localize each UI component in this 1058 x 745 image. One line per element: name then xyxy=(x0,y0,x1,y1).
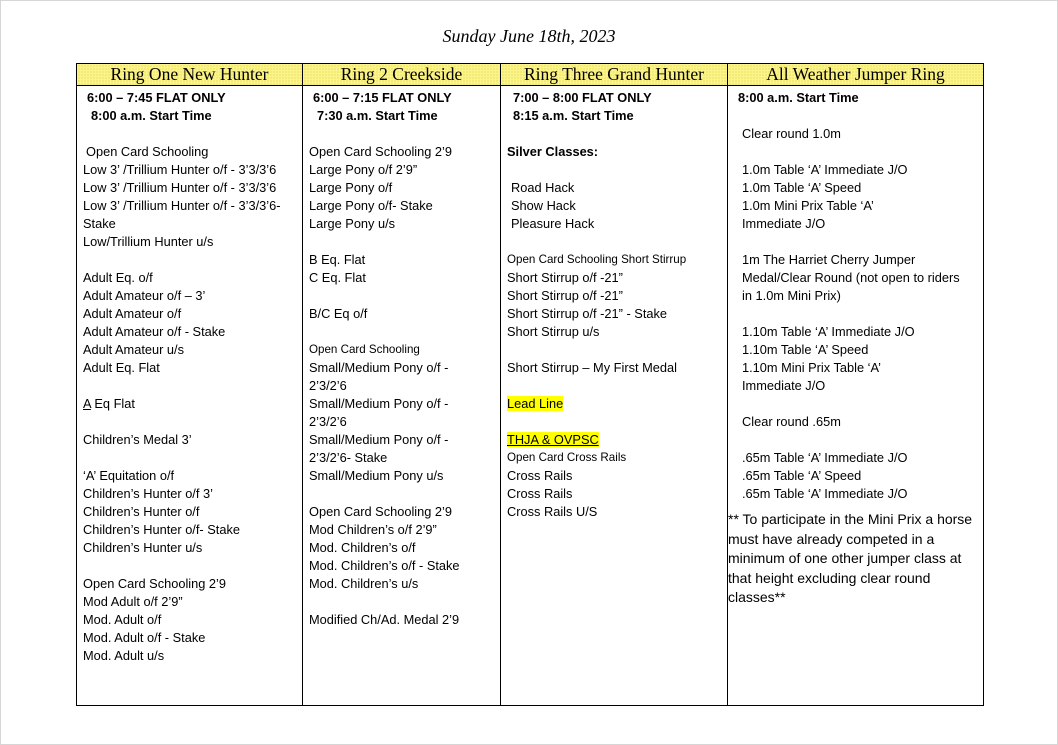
jumper-ring-schedule xyxy=(728,86,983,503)
class-entry xyxy=(83,287,300,305)
schedule-table xyxy=(76,63,984,706)
entry-text: Children’s Medal 3’ xyxy=(83,432,192,447)
entry-text: Short Stirrup o/f -21” xyxy=(507,270,623,285)
class-entry xyxy=(83,143,300,161)
class-entry xyxy=(309,413,498,431)
class-entry xyxy=(309,89,498,107)
class-entry xyxy=(83,485,300,503)
class-entry xyxy=(309,197,498,215)
entry-text: Low 3’ /Trillium Hunter o/f - 3’3/3’6 xyxy=(83,180,277,195)
entry-text: ‘A’ Equitation o/f xyxy=(83,468,175,483)
entry-text: Open Card Schooling xyxy=(86,144,209,159)
class-entry xyxy=(734,197,981,215)
spacer xyxy=(83,557,300,575)
spacer xyxy=(734,107,981,125)
entry-text: Mod. Children’s o/f - Stake xyxy=(309,558,460,573)
entry-text: Mod Adult o/f 2’9” xyxy=(83,594,183,609)
mini-prix-note: ** To participate in the Mini Prix a horse must have already competed in a minimum of one other jumper class at that height excluding clear round classes** xyxy=(728,511,973,605)
class-entry xyxy=(83,323,300,341)
class-entry xyxy=(83,611,300,629)
class-entry xyxy=(83,197,300,215)
jumper-ring-header: All Weather Jumper Ring xyxy=(728,64,984,86)
entry-text: Lead Line xyxy=(507,396,564,411)
class-entry xyxy=(507,143,725,161)
entry-text: Low/Trillium Hunter u/s xyxy=(83,234,214,249)
entry-text: Open Card Schooling 2’9 xyxy=(83,576,226,591)
entry-text: Adult Amateur u/s xyxy=(83,342,185,357)
entry-text: Short Stirrup u/s xyxy=(507,324,600,339)
spacer xyxy=(309,485,498,503)
spacer xyxy=(734,233,981,251)
entry-text: Large Pony u/s xyxy=(309,216,396,231)
date-heading: Sunday June 18th, 2023 xyxy=(442,26,616,46)
class-entry xyxy=(83,233,300,251)
class-entry xyxy=(83,629,300,647)
entry-text: Adult Eq. Flat xyxy=(83,360,160,375)
entry-text: Open Card Schooling 2’9 xyxy=(309,144,452,159)
entry-text: Cross Rails U/S xyxy=(507,504,598,519)
class-entry xyxy=(734,269,981,287)
entry-text: 1.0m Table ‘A’ Speed xyxy=(742,180,862,195)
entry-text: 1.10m Mini Prix Table ‘A’ xyxy=(742,360,881,375)
class-entry xyxy=(83,179,300,197)
class-entry xyxy=(83,89,300,107)
class-entry xyxy=(507,449,725,467)
entry-text: THJA & OVPSC xyxy=(507,432,599,447)
class-entry xyxy=(309,161,498,179)
spacer xyxy=(734,143,981,161)
entry-text: Mod Children’s o/f 2’9” xyxy=(309,522,437,537)
entry-text: Low 3’ /Trillium Hunter o/f - 3’3/3’6- xyxy=(83,198,281,213)
class-entry xyxy=(83,215,300,233)
spacer xyxy=(83,413,300,431)
entry-text: Children’s Hunter o/f- Stake xyxy=(83,522,240,537)
spacer xyxy=(309,233,498,251)
spacer xyxy=(734,305,981,323)
ring-one-header: Ring One New Hunter xyxy=(77,64,303,86)
entry-text: Show Hack xyxy=(511,198,576,213)
entry-text: 2’3/2’6 xyxy=(309,378,347,393)
class-entry xyxy=(507,503,725,521)
class-entry xyxy=(309,251,498,269)
ring-one-schedule xyxy=(77,86,302,665)
ring-header-row xyxy=(77,64,984,86)
entry-text: Clear round .65m xyxy=(742,414,841,429)
entry-text: Adult Amateur o/f – 3’ xyxy=(83,288,206,303)
spacer xyxy=(83,449,300,467)
entry-text: Open Card Schooling Short Stirrup xyxy=(507,253,687,266)
class-entry xyxy=(507,467,725,485)
class-entry xyxy=(507,197,725,215)
entry-text: Pleasure Hack xyxy=(511,216,595,231)
class-entry xyxy=(83,161,300,179)
entry-text: B Eq. Flat xyxy=(309,252,366,267)
class-entry xyxy=(309,467,498,485)
class-entry xyxy=(309,503,498,521)
entry-text: 1.0m Mini Prix Table ‘A’ xyxy=(742,198,874,213)
entry-text: .65m Table ‘A’ Speed xyxy=(742,468,862,483)
class-entry xyxy=(507,287,725,305)
spacer xyxy=(734,395,981,413)
spacer xyxy=(83,377,300,395)
class-entry xyxy=(507,323,725,341)
entry-text: Small/Medium Pony u/s xyxy=(309,468,444,483)
entry-text: 7:30 a.m. Start Time xyxy=(317,108,438,123)
class-entry xyxy=(83,647,300,665)
entry-text: Short Stirrup o/f -21” - Stake xyxy=(507,306,668,321)
entry-text: Children’s Hunter o/f xyxy=(83,504,200,519)
class-entry xyxy=(83,467,300,485)
ring-three-cell xyxy=(501,86,728,706)
entry-text: Immediate J/O xyxy=(742,216,826,231)
ring-three-header: Ring Three Grand Hunter xyxy=(501,64,728,86)
entry-text: Large Pony o/f xyxy=(309,180,393,195)
class-entry xyxy=(734,215,981,233)
class-entry xyxy=(83,539,300,557)
class-entry xyxy=(734,341,981,359)
entry-text: 1m The Harriet Cherry Jumper xyxy=(742,252,916,267)
entry-text: Children’s Hunter o/f 3’ xyxy=(83,486,213,501)
class-entry xyxy=(83,341,300,359)
class-entry xyxy=(309,539,498,557)
entry-text: Small/Medium Pony o/f - xyxy=(309,360,449,375)
class-entry xyxy=(309,359,498,377)
ring-one-cell xyxy=(77,86,303,706)
class-entry xyxy=(309,107,498,125)
spacer xyxy=(507,377,725,395)
entry-text: 8:00 a.m. Start Time xyxy=(91,108,212,123)
entry-text: 8:15 a.m. Start Time xyxy=(513,108,634,123)
class-entry xyxy=(734,89,981,107)
class-entry xyxy=(734,413,981,431)
entry-text: Large Pony o/f- Stake xyxy=(309,198,433,213)
class-entry xyxy=(734,287,981,305)
class-entry xyxy=(83,521,300,539)
entry-text: Medal/Clear Round (not open to riders xyxy=(742,270,960,285)
class-entry xyxy=(83,107,300,125)
entry-text: 6:00 – 7:15 FLAT ONLY xyxy=(313,90,452,105)
class-entry xyxy=(507,485,725,503)
class-entry xyxy=(734,125,981,143)
class-entry xyxy=(309,269,498,287)
entry-text: 1.10m Table ‘A’ Immediate J/O xyxy=(742,324,915,339)
class-entry xyxy=(83,395,300,413)
entry-text: 1.0m Table ‘A’ Immediate J/O xyxy=(742,162,908,177)
class-entry xyxy=(83,503,300,521)
class-entry xyxy=(507,359,725,377)
spacer xyxy=(309,125,498,143)
entry-text: Open Card Cross Rails xyxy=(507,451,627,464)
spacer xyxy=(507,125,725,143)
class-entry xyxy=(309,575,498,593)
class-entry xyxy=(734,251,981,269)
class-entry xyxy=(507,251,725,269)
entry-text: 8:00 a.m. Start Time xyxy=(738,90,859,105)
entry-text: Silver Classes: xyxy=(507,144,599,159)
spacer xyxy=(507,413,725,431)
class-entry xyxy=(507,431,725,449)
entry-rest: Eq Flat xyxy=(90,396,135,411)
entry-text: Mod. Adult u/s xyxy=(83,648,165,663)
class-entry xyxy=(83,431,300,449)
spacer xyxy=(309,323,498,341)
class-entry xyxy=(309,431,498,449)
class-entry xyxy=(507,269,725,287)
entry-text: Mod. Adult o/f - Stake xyxy=(83,630,206,645)
entry-text: Mod. Adult o/f xyxy=(83,612,162,627)
entry-text: Mod. Children’s o/f xyxy=(309,540,416,555)
spacer xyxy=(507,161,725,179)
entry-text: .65m Table ‘A’ Immediate J/O xyxy=(742,450,908,465)
class-entry xyxy=(309,179,498,197)
class-entry xyxy=(734,359,981,377)
ring-schedule-row xyxy=(77,86,984,706)
entry-text: Low 3’ /Trillium Hunter o/f - 3’3/3’6 xyxy=(83,162,277,177)
class-entry xyxy=(309,143,498,161)
class-entry xyxy=(83,269,300,287)
spacer xyxy=(83,125,300,143)
entry-text: Adult Eq. o/f xyxy=(83,270,153,285)
entry-text: Cross Rails xyxy=(507,486,573,501)
entry-text: Children’s Hunter u/s xyxy=(83,540,203,555)
entry-text: Adult Amateur o/f xyxy=(83,306,182,321)
entry-text: Open Card Schooling 2’9 xyxy=(309,504,452,519)
class-entry xyxy=(309,395,498,413)
ring-two-header: Ring 2 Creekside xyxy=(303,64,501,86)
class-entry xyxy=(83,575,300,593)
class-entry xyxy=(734,161,981,179)
entry-text: .65m Table ‘A’ Immediate J/O xyxy=(742,486,908,501)
ring-two-cell xyxy=(303,86,501,706)
spacer xyxy=(734,431,981,449)
entry-text: Immediate J/O xyxy=(742,378,826,393)
class-entry xyxy=(309,377,498,395)
spacer xyxy=(507,341,725,359)
class-entry xyxy=(309,449,498,467)
class-entry xyxy=(309,215,498,233)
entry-text: C Eq. Flat xyxy=(309,270,366,285)
entry-text: 2’3/2’6- Stake xyxy=(309,450,388,465)
class-entry xyxy=(83,593,300,611)
entry-text: Mod. Children’s u/s xyxy=(309,576,419,591)
entry-text: 2’3/2’6 xyxy=(309,414,347,429)
entry-text: 7:00 – 8:00 FLAT ONLY xyxy=(513,90,652,105)
class-entry xyxy=(734,449,981,467)
class-entry xyxy=(507,215,725,233)
entry-first-letter: A xyxy=(83,396,91,411)
class-entry xyxy=(309,611,498,629)
class-entry xyxy=(309,305,498,323)
entry-text: Short Stirrup – My First Medal xyxy=(507,360,677,375)
entry-text: Short Stirrup o/f -21” xyxy=(507,288,623,303)
class-entry xyxy=(309,521,498,539)
class-entry xyxy=(507,395,725,413)
entry-text: Cross Rails xyxy=(507,468,573,483)
spacer xyxy=(309,287,498,305)
entry-text: Open Card Schooling xyxy=(309,343,420,356)
entry-text: Stake xyxy=(83,216,116,231)
entry-text: 6:00 – 7:45 FLAT ONLY xyxy=(87,90,226,105)
ring-three-schedule xyxy=(501,86,727,521)
class-entry xyxy=(507,107,725,125)
class-entry xyxy=(83,305,300,323)
entry-text: Modified Ch/Ad. Medal 2’9 xyxy=(309,612,460,627)
entry-text: in 1.0m Mini Prix) xyxy=(742,288,841,303)
entry-text: Large Pony o/f 2’9” xyxy=(309,162,418,177)
entry-text: Small/Medium Pony o/f - xyxy=(309,432,449,447)
jumper-ring-cell xyxy=(728,86,984,706)
class-entry xyxy=(507,89,725,107)
spacer xyxy=(309,593,498,611)
class-entry xyxy=(507,305,725,323)
spacer xyxy=(507,233,725,251)
entry-text: Road Hack xyxy=(511,180,575,195)
class-entry xyxy=(309,341,498,359)
class-entry xyxy=(734,323,981,341)
class-entry xyxy=(309,557,498,575)
class-entry xyxy=(734,485,981,503)
class-entry xyxy=(507,179,725,197)
spacer xyxy=(83,251,300,269)
class-entry xyxy=(734,377,981,395)
class-entry xyxy=(734,179,981,197)
entry-text: Clear round 1.0m xyxy=(742,126,841,141)
ring-two-schedule xyxy=(303,86,500,629)
class-entry xyxy=(83,359,300,377)
entry-text: 1.10m Table ‘A’ Speed xyxy=(742,342,869,357)
class-entry xyxy=(734,467,981,485)
entry-text: B/C Eq o/f xyxy=(309,306,368,321)
entry-text: Small/Medium Pony o/f - xyxy=(309,396,449,411)
entry-text: Adult Amateur o/f - Stake xyxy=(83,324,226,339)
